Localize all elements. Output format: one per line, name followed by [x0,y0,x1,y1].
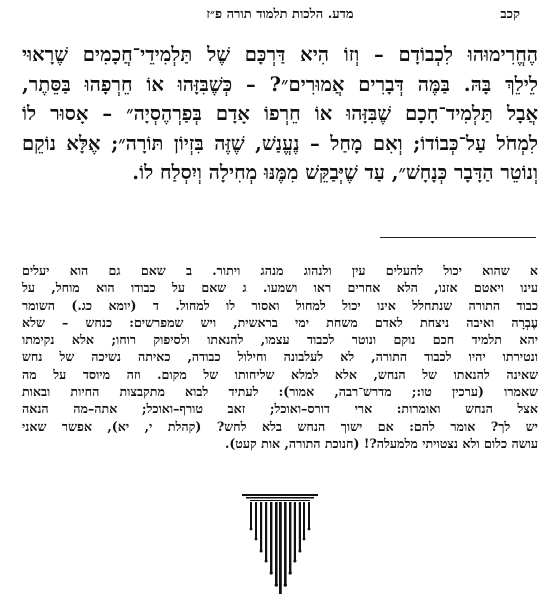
footnotes [22,262,538,452]
candle-drip-ornament-icon [230,494,330,594]
footnote-line: כבוד התורה שנתחלל אינו יכול למחול ואסור לו למחול. ד (יומא כג.) השומר [22,297,538,313]
main-text-line: לֵילֵךְ בָּהּ. בַּמֶּה דְּבָרִים אֲמוּרִים״? – כְּשֶׁבִּזָּהוּ אוֹ חֵרְפָהוּ בַּסֵּתֶר, [22,72,538,96]
footnote-line: אצל הנחש ואומרות: ארי דורס–ואוכל; זאב טורף–ואוכל; אתה–מה הנאה [22,401,538,417]
footnote-line: א שהוא יכול להעלים עין ולנהוג מנהג ויתור. ב שאם גם הוא יעלים [22,263,538,278]
main-text-line: לִמְחֹל עַל־כְּבוֹדוֹ; וְאִם מָחַל – נֶעֱנַשׁ, שֶׁזֶּה בִּזְיוֹן תּוֹרָה״; אֶלָּא נוֹקֵם [22,131,538,155]
main-text [22,40,538,188]
footnote-line: שאמרו (ערכין טו:; מדרש־רבה, אמור): לעתיד לבוא מתקבצות החיות ובאות [22,384,538,400]
footnote-line: עֶבְרָה ואיבה ניצחת לאדם משחת ימי בראשית, ויש שמפרשים: כנחש – שלא [22,314,538,330]
footnote-line: עינו ויאטם אזנו, הלא אחרים ראו ושמעו. ג שאם על כבודו הוא מוחל, על [22,280,538,296]
main-text-line: וְנוֹטֵר הַדָּבָר כְּנָחָשׁ״, עַד שֶׁיְּבַקֵּשׁ מִמֶּנּוּ מְחִילָה וְיִסְלַח לוֹ. [132,161,538,184]
main-text-line: אֲבָל תַּלְמִיד־חָכָם שֶׁבִּזָּהוּ אוֹ חֵרְפוֹ אָדָם בְּפַרְהֶסְיָה״ – אָסוּר לוֹ [22,102,538,125]
footnote-line: יהא תלמיד חכם נוקם ונוטר לכבוד עצמו, להנאתו ולסיפוק רוחו; אלא נקימתו [22,332,538,348]
footnote-line: ונטירתו יהיו לכבוד התורה, לא לעלבונה וחילול כבודה, כאיתה נשיכה של נחש [22,349,538,365]
page-number: קכב [500,7,520,22]
footnote-line: עושה כלום ולא נצטויתי מלמעלה?! (חנוכת התורה, אות קעט). [224,435,538,451]
footnote-divider [380,237,536,238]
footnote-line: שאינה להנאתו של הנחש, אלא למלא שליחותו של מקום. וזה מיוסד על מה [22,366,538,382]
footnote-line: יש לך? אומר להם: אם ישוך הנחש בלא לחש? (קהלת י, יא), אפשר שאני [22,418,538,434]
running-head [40,6,520,28]
main-text-line: הֶחֱרִימוּהוּ לִכְבוֹדָם – וְזוֹ הִיא דַּרְכָּם שֶׁל תַּלְמִידֵי־חֲכָמִים שֶׁרָאוּי [22,43,538,66]
running-title: מדע. הלכות תלמוד תורה פ״ז [206,7,354,22]
